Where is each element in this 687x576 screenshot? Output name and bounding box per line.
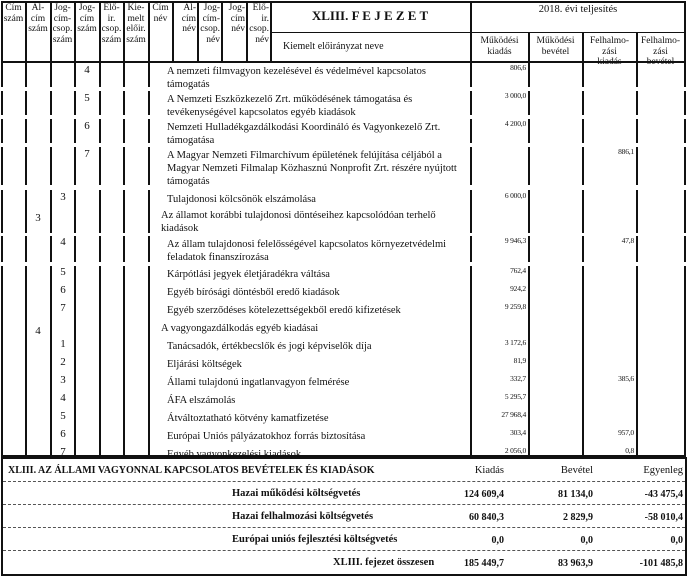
body-column-divider bbox=[148, 190, 150, 233]
row-appropriation-name: Európai Uniós pályázatokhoz forrás biztosítása bbox=[167, 431, 366, 442]
body-column-divider bbox=[528, 63, 530, 87]
body-column-divider bbox=[684, 190, 686, 233]
header-name-column: Jog- cím- csop. név bbox=[200, 3, 220, 45]
chapter-title: XLIII. F E J E Z E T bbox=[311, 8, 429, 23]
row-jogcim-number: 4 bbox=[84, 64, 90, 76]
body-column-divider bbox=[50, 91, 52, 115]
header-name-column: Elő- ir. csop. név bbox=[249, 3, 269, 45]
row-value-fk: 385,6 bbox=[618, 374, 634, 383]
summary-value-egyenleg: -43 475,4 bbox=[644, 489, 683, 500]
row-alcim-number: 3 bbox=[35, 212, 41, 224]
row-appropriation-name: A nemzeti filmvagyon kezelésével és védelmével kapcsolatos támogatás bbox=[167, 66, 426, 90]
row-jogcim-csoport-number: 6 bbox=[60, 428, 66, 440]
period-title-divider bbox=[470, 32, 686, 33]
body-column-divider bbox=[50, 147, 52, 185]
row-appropriation-name: A vagyongazdálkodás egyéb kiadásai bbox=[161, 323, 319, 334]
body-column-divider bbox=[123, 63, 125, 87]
header-name-column: Al- cím név bbox=[181, 3, 196, 34]
summary-dashed-divider bbox=[3, 527, 685, 528]
body-column-divider bbox=[582, 190, 584, 233]
row-value-mk: 924,2 bbox=[510, 284, 526, 293]
body-column-divider bbox=[582, 119, 584, 143]
body-column-divider bbox=[123, 147, 125, 185]
row-appropriation-name: Az államot korábbi tulajdonosi döntéseihez kapcsolódóan terhelő kiadások bbox=[161, 210, 436, 234]
header-name-column: Jog- cím név bbox=[228, 3, 245, 34]
row-value-mk: 9 946,3 bbox=[504, 236, 526, 245]
body-column-divider bbox=[528, 190, 530, 233]
body-column-divider bbox=[123, 91, 125, 115]
summary-row-label: Hazai felhalmozási költségvetés bbox=[232, 511, 374, 522]
row-jogcim-csoport-number: 5 bbox=[60, 266, 66, 278]
body-column-divider bbox=[148, 236, 150, 262]
body-column-divider bbox=[1, 63, 3, 87]
row-value-mk: 6 000,0 bbox=[504, 191, 526, 200]
summary-column-header: Egyenleg bbox=[643, 465, 683, 476]
body-column-divider bbox=[528, 91, 530, 115]
row-jogcim-number: 5 bbox=[84, 92, 90, 104]
header-value-column: Működési bevétel bbox=[536, 36, 575, 57]
summary-box bbox=[1, 457, 687, 576]
body-column-divider bbox=[528, 236, 530, 262]
body-column-divider bbox=[636, 91, 638, 115]
summary-value-bevetel: 83 963,9 bbox=[558, 558, 593, 569]
body-column-divider bbox=[582, 63, 584, 87]
row-jogcim-csoport-number: 6 bbox=[60, 284, 66, 296]
body-column-divider bbox=[99, 190, 101, 233]
row-value-mk: 3 000,0 bbox=[504, 91, 526, 100]
summary-row-label: XLIII. fejezet összesen bbox=[333, 557, 435, 568]
row-jogcim-csoport-number: 7 bbox=[60, 446, 66, 458]
summary-column-header: Kiadás bbox=[474, 465, 504, 476]
row-appropriation-name: Tulajdonosi kölcsönök elszámolása bbox=[167, 194, 316, 205]
body-column-divider bbox=[1, 190, 3, 233]
row-jogcim-number: 6 bbox=[84, 120, 90, 132]
summary-value-bevetel: 0,0 bbox=[580, 535, 593, 546]
summary-dashed-divider bbox=[3, 481, 685, 482]
header-code-column: Jog- cím szám bbox=[77, 3, 97, 34]
row-appropriation-name: Egyéb vagyonkezelési kiadások bbox=[167, 449, 302, 460]
row-value-mk: 27 968,4 bbox=[501, 410, 526, 419]
summary-row-label: Hazai működési költségvetés bbox=[232, 488, 361, 499]
row-appropriation-name: Nemzeti Hulladékgazdálkodási Koordináló és Vagyonkezelő Zrt. támogatása bbox=[167, 122, 441, 146]
summary-value-egyenleg: -58 010,4 bbox=[644, 512, 683, 523]
row-value-fk: 957,0 bbox=[618, 428, 634, 437]
chapter-title-divider bbox=[270, 32, 470, 33]
body-column-divider bbox=[528, 119, 530, 143]
body-column-divider bbox=[1, 266, 3, 455]
body-column-divider bbox=[99, 236, 101, 262]
row-jogcim-number: 7 bbox=[84, 148, 90, 160]
row-appropriation-name: A Nemzeti Eszközkezelő Zrt. működésének támogatása és tevékenységével kapcsolatos egyéb kiadások bbox=[167, 94, 413, 118]
body-column-divider bbox=[582, 266, 584, 455]
header-code-column: Jog- cím- csop. szám bbox=[52, 3, 73, 45]
body-column-divider bbox=[684, 266, 686, 455]
row-appropriation-name: Egyéb bírósági döntésből eredő kiadások bbox=[167, 287, 340, 298]
row-appropriation-name: Egyéb szerződéses kötelezettségekből eredő kifizetések bbox=[167, 305, 401, 316]
body-column-divider bbox=[25, 266, 27, 455]
row-appropriation-name: ÁFA elszámolás bbox=[167, 395, 236, 406]
header-name-column: Cím név bbox=[152, 3, 169, 24]
body-column-divider bbox=[123, 119, 125, 143]
summary-dashed-divider bbox=[3, 504, 685, 505]
body-column-divider bbox=[1, 147, 3, 185]
body-column-divider bbox=[636, 63, 638, 87]
body-column-divider bbox=[25, 236, 27, 262]
header-code-column: Kie- melt előir. szám bbox=[126, 3, 146, 45]
body-column-divider bbox=[636, 266, 638, 455]
row-jogcim-csoport-number: 2 bbox=[60, 356, 66, 368]
body-column-divider bbox=[636, 236, 638, 262]
body-column-divider bbox=[25, 63, 27, 87]
row-value-mk: 9 259,8 bbox=[504, 302, 526, 311]
body-column-divider bbox=[123, 190, 125, 233]
body-column-divider bbox=[99, 91, 101, 115]
header-value-column: Felhalmo-zási bevétel bbox=[640, 36, 681, 67]
summary-value-bevetel: 2 829,9 bbox=[563, 512, 593, 523]
row-jogcim-csoport-number: 1 bbox=[60, 338, 66, 350]
row-appropriation-name: Állami tulajdonú ingatlanvagyon felmérése bbox=[167, 377, 350, 388]
body-column-divider bbox=[684, 91, 686, 115]
body-column-divider bbox=[148, 266, 150, 455]
row-value-mk: 2 056,0 bbox=[504, 446, 526, 455]
body-column-divider bbox=[582, 91, 584, 115]
row-value-fk: 886,1 bbox=[618, 147, 634, 156]
body-column-divider bbox=[1, 91, 3, 115]
body-column-divider bbox=[123, 266, 125, 455]
body-column-divider bbox=[50, 63, 52, 87]
row-value-mk: 4 200,0 bbox=[504, 119, 526, 128]
summary-dashed-divider bbox=[3, 550, 685, 551]
header-code-column: Cím szám bbox=[3, 3, 24, 24]
body-column-divider bbox=[148, 147, 150, 185]
summary-value-kiadas: 0,0 bbox=[491, 535, 504, 546]
row-jogcim-csoport-number: 3 bbox=[60, 191, 66, 203]
row-value-mk: 332,7 bbox=[510, 374, 526, 383]
body-column-divider bbox=[684, 119, 686, 143]
body-column-divider bbox=[684, 147, 686, 185]
row-value-mk: 5 295,7 bbox=[504, 392, 526, 401]
body-column-divider bbox=[528, 266, 530, 455]
period-title: 2018. évi teljesítés bbox=[538, 4, 618, 15]
body-column-divider bbox=[148, 63, 150, 87]
body-column-divider bbox=[50, 119, 52, 143]
body-column-divider bbox=[636, 147, 638, 185]
row-value-mk: 806,6 bbox=[510, 63, 526, 72]
summary-value-kiadas: 60 840,3 bbox=[469, 512, 504, 523]
row-jogcim-csoport-number: 3 bbox=[60, 374, 66, 386]
row-value-mk: 762,4 bbox=[510, 266, 526, 275]
summary-column-header: Bevétel bbox=[560, 465, 593, 476]
body-column-divider bbox=[99, 119, 101, 143]
row-jogcim-csoport-number: 5 bbox=[60, 410, 66, 422]
body-column-divider bbox=[528, 147, 530, 185]
row-value-mk: 303,4 bbox=[510, 428, 526, 437]
header-code-column: Al- cím szám bbox=[28, 3, 48, 34]
header-code-column: Elő- ir. csop. szám bbox=[101, 3, 122, 45]
row-appropriation-name: Átváltoztatható kötvény kamatfizetése bbox=[167, 413, 329, 424]
summary-value-bevetel: 81 134,0 bbox=[558, 489, 593, 500]
body-column-divider bbox=[148, 119, 150, 143]
row-value-fk: 0,8 bbox=[625, 446, 634, 455]
body-column-divider bbox=[1, 236, 3, 262]
row-appropriation-name: Az állam tulajdonosi felelősségével kapcsolatos környezetvédelmi feladatok finanszírozása bbox=[167, 239, 447, 263]
row-jogcim-csoport-number: 7 bbox=[60, 302, 66, 314]
row-alcim-number: 4 bbox=[35, 325, 41, 337]
body-column-divider bbox=[25, 119, 27, 143]
header-value-column: Működési kiadás bbox=[480, 36, 519, 57]
row-value-mk: 81,9 bbox=[513, 356, 526, 365]
body-column-divider bbox=[99, 147, 101, 185]
summary-value-kiadas: 185 449,7 bbox=[464, 558, 504, 569]
body-column-divider bbox=[25, 147, 27, 185]
body-column-divider bbox=[636, 119, 638, 143]
body-column-divider bbox=[636, 190, 638, 233]
body-column-divider bbox=[25, 91, 27, 115]
body-column-divider bbox=[148, 91, 150, 115]
row-appropriation-name: A Magyar Nemzeti Filmarchívum épületének felújítása céljából a Magyar Nemzeti Filmalap Közhasznú Nonprofit Zrt. részére nyújtott támogatás bbox=[167, 150, 457, 187]
row-appropriation-name: Eljárási költségek bbox=[167, 359, 242, 370]
row-appropriation-name: Tanácsadók, értékbecslők és jogi képviselők díja bbox=[167, 341, 372, 352]
row-appropriation-name: Kárpótlási jegyek életjáradékra váltása bbox=[167, 269, 330, 280]
summary-value-egyenleg: 0,0 bbox=[670, 535, 683, 546]
name-column-header: Kiemelt előirányzat neve bbox=[283, 41, 384, 52]
body-column-divider bbox=[1, 119, 3, 143]
summary-title: XLIII. AZ ÁLLAMI VAGYONNAL KAPCSOLATOS BEVÉTELEK ÉS KIADÁSOK bbox=[8, 465, 375, 476]
row-value-mk: 3 172,6 bbox=[504, 338, 526, 347]
summary-value-egyenleg: -101 485,8 bbox=[639, 558, 683, 569]
body-column-divider bbox=[123, 236, 125, 262]
body-column-divider bbox=[470, 147, 472, 185]
body-column-divider bbox=[684, 63, 686, 87]
body-column-divider bbox=[99, 266, 101, 455]
header-value-column: Felhalmo-zási kiadás bbox=[589, 36, 630, 67]
body-column-divider bbox=[684, 236, 686, 262]
summary-value-kiadas: 124 609,4 bbox=[464, 489, 504, 500]
summary-row-label: Európai uniós fejlesztési költségvetés bbox=[232, 534, 398, 545]
body-column-divider bbox=[99, 63, 101, 87]
row-value-fk: 47,8 bbox=[621, 236, 634, 245]
row-jogcim-csoport-number: 4 bbox=[60, 392, 66, 404]
row-jogcim-csoport-number: 4 bbox=[60, 236, 66, 248]
